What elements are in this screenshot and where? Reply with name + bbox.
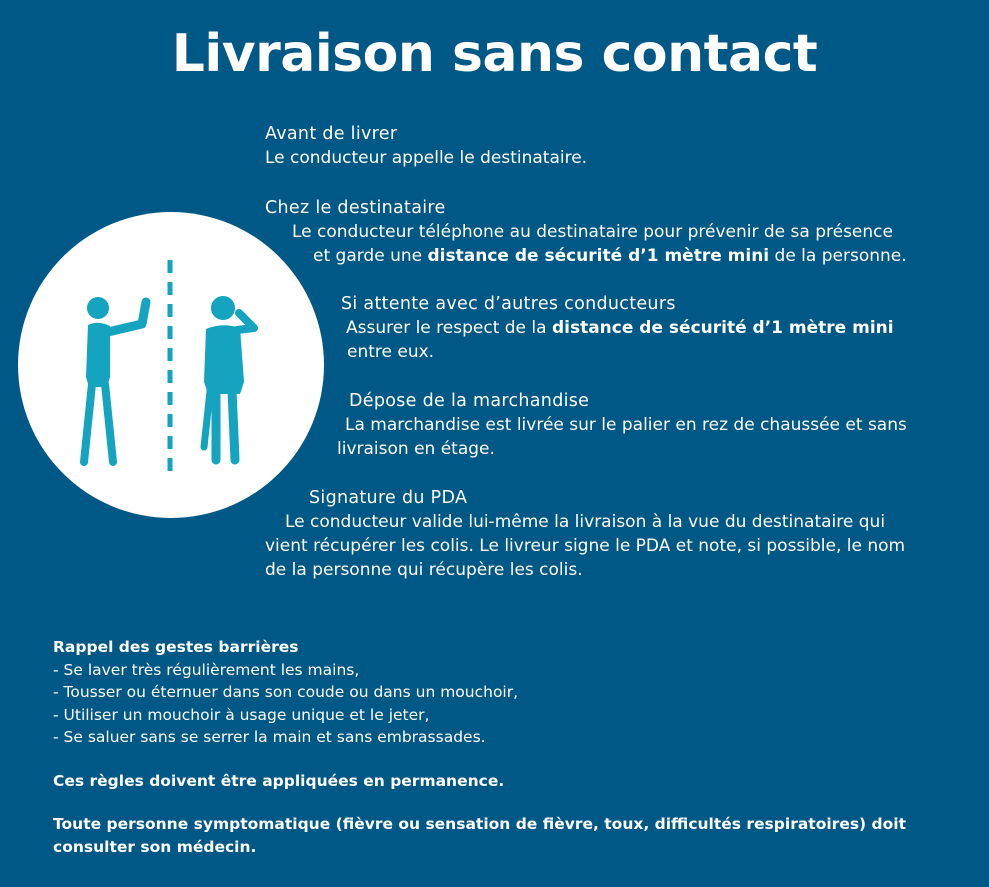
person-raising-hand-icon — [84, 297, 146, 462]
rappel-heading: Rappel des gestes barrières — [53, 638, 299, 656]
section-text: livraison en étage. — [337, 439, 495, 459]
person-on-phone-icon — [204, 296, 254, 460]
section-heading: Signature du PDA — [309, 488, 468, 508]
list-item: - Tousser ou éternuer dans son coude ou dans un mouchoir, — [53, 683, 519, 701]
section-text: Assurer le respect de la distance de sécurité d’1 mètre mini — [346, 318, 894, 338]
section-attente-conducteurs — [341, 292, 894, 364]
section-text: de la personne qui récupère les colis. — [265, 560, 583, 580]
section-text: La marchandise est livrée sur le palier en rez de chaussée et sans — [345, 415, 907, 435]
symptom-note-line1: Toute personne symptomatique (fièvre ou sensation de fièvre, toux, difficultés respiratoires) doit — [53, 815, 906, 833]
symptom-note-line2: consulter son médecin. — [53, 837, 257, 856]
section-heading: Chez le destinataire — [265, 198, 446, 218]
section-text: entre eux. — [347, 342, 435, 362]
section-heading: Dépose de la marchandise — [349, 391, 590, 411]
list-item: - Se laver très régulièrement les mains, — [53, 660, 360, 679]
section-text: Le conducteur appelle le destinataire. — [265, 148, 588, 168]
permanence-note: Ces règles doivent être appliquées en permanence. — [53, 771, 505, 790]
section-text: Le conducteur téléphone au destinataire pour prévenir de sa présence — [292, 222, 893, 242]
section-avant-de-livrer — [265, 122, 587, 170]
list-item: - Utiliser un mouchoir à usage unique et le jeter, — [53, 705, 430, 724]
list-item: - Se saluer sans se serrer la main et sans embrassades. — [53, 728, 486, 746]
rappel-gestes-barrieres — [53, 636, 953, 858]
section-chez-le-destinataire — [265, 196, 907, 268]
section-text: Le conducteur valide lui-même la livraison à la vue du destinataire qui — [285, 512, 886, 532]
emphasis-distance: distance de sécurité d’1 mètre mini — [427, 246, 770, 266]
page-title: Livraison sans contact — [171, 24, 818, 84]
section-text: et garde une distance de sécurité d’1 mètre mini de la personne. — [313, 246, 907, 266]
section-depose-marchandise — [337, 389, 907, 461]
emphasis-distance: distance de sécurité d’1 mètre mini — [551, 318, 894, 338]
section-heading: Si attente avec d’autres conducteurs — [341, 294, 676, 314]
section-signature-pda — [265, 486, 933, 582]
section-heading: Avant de livrer — [265, 124, 398, 144]
section-text: vient récupérer les colis. Le livreur signe le PDA et note, si possible, le nom — [265, 536, 906, 556]
